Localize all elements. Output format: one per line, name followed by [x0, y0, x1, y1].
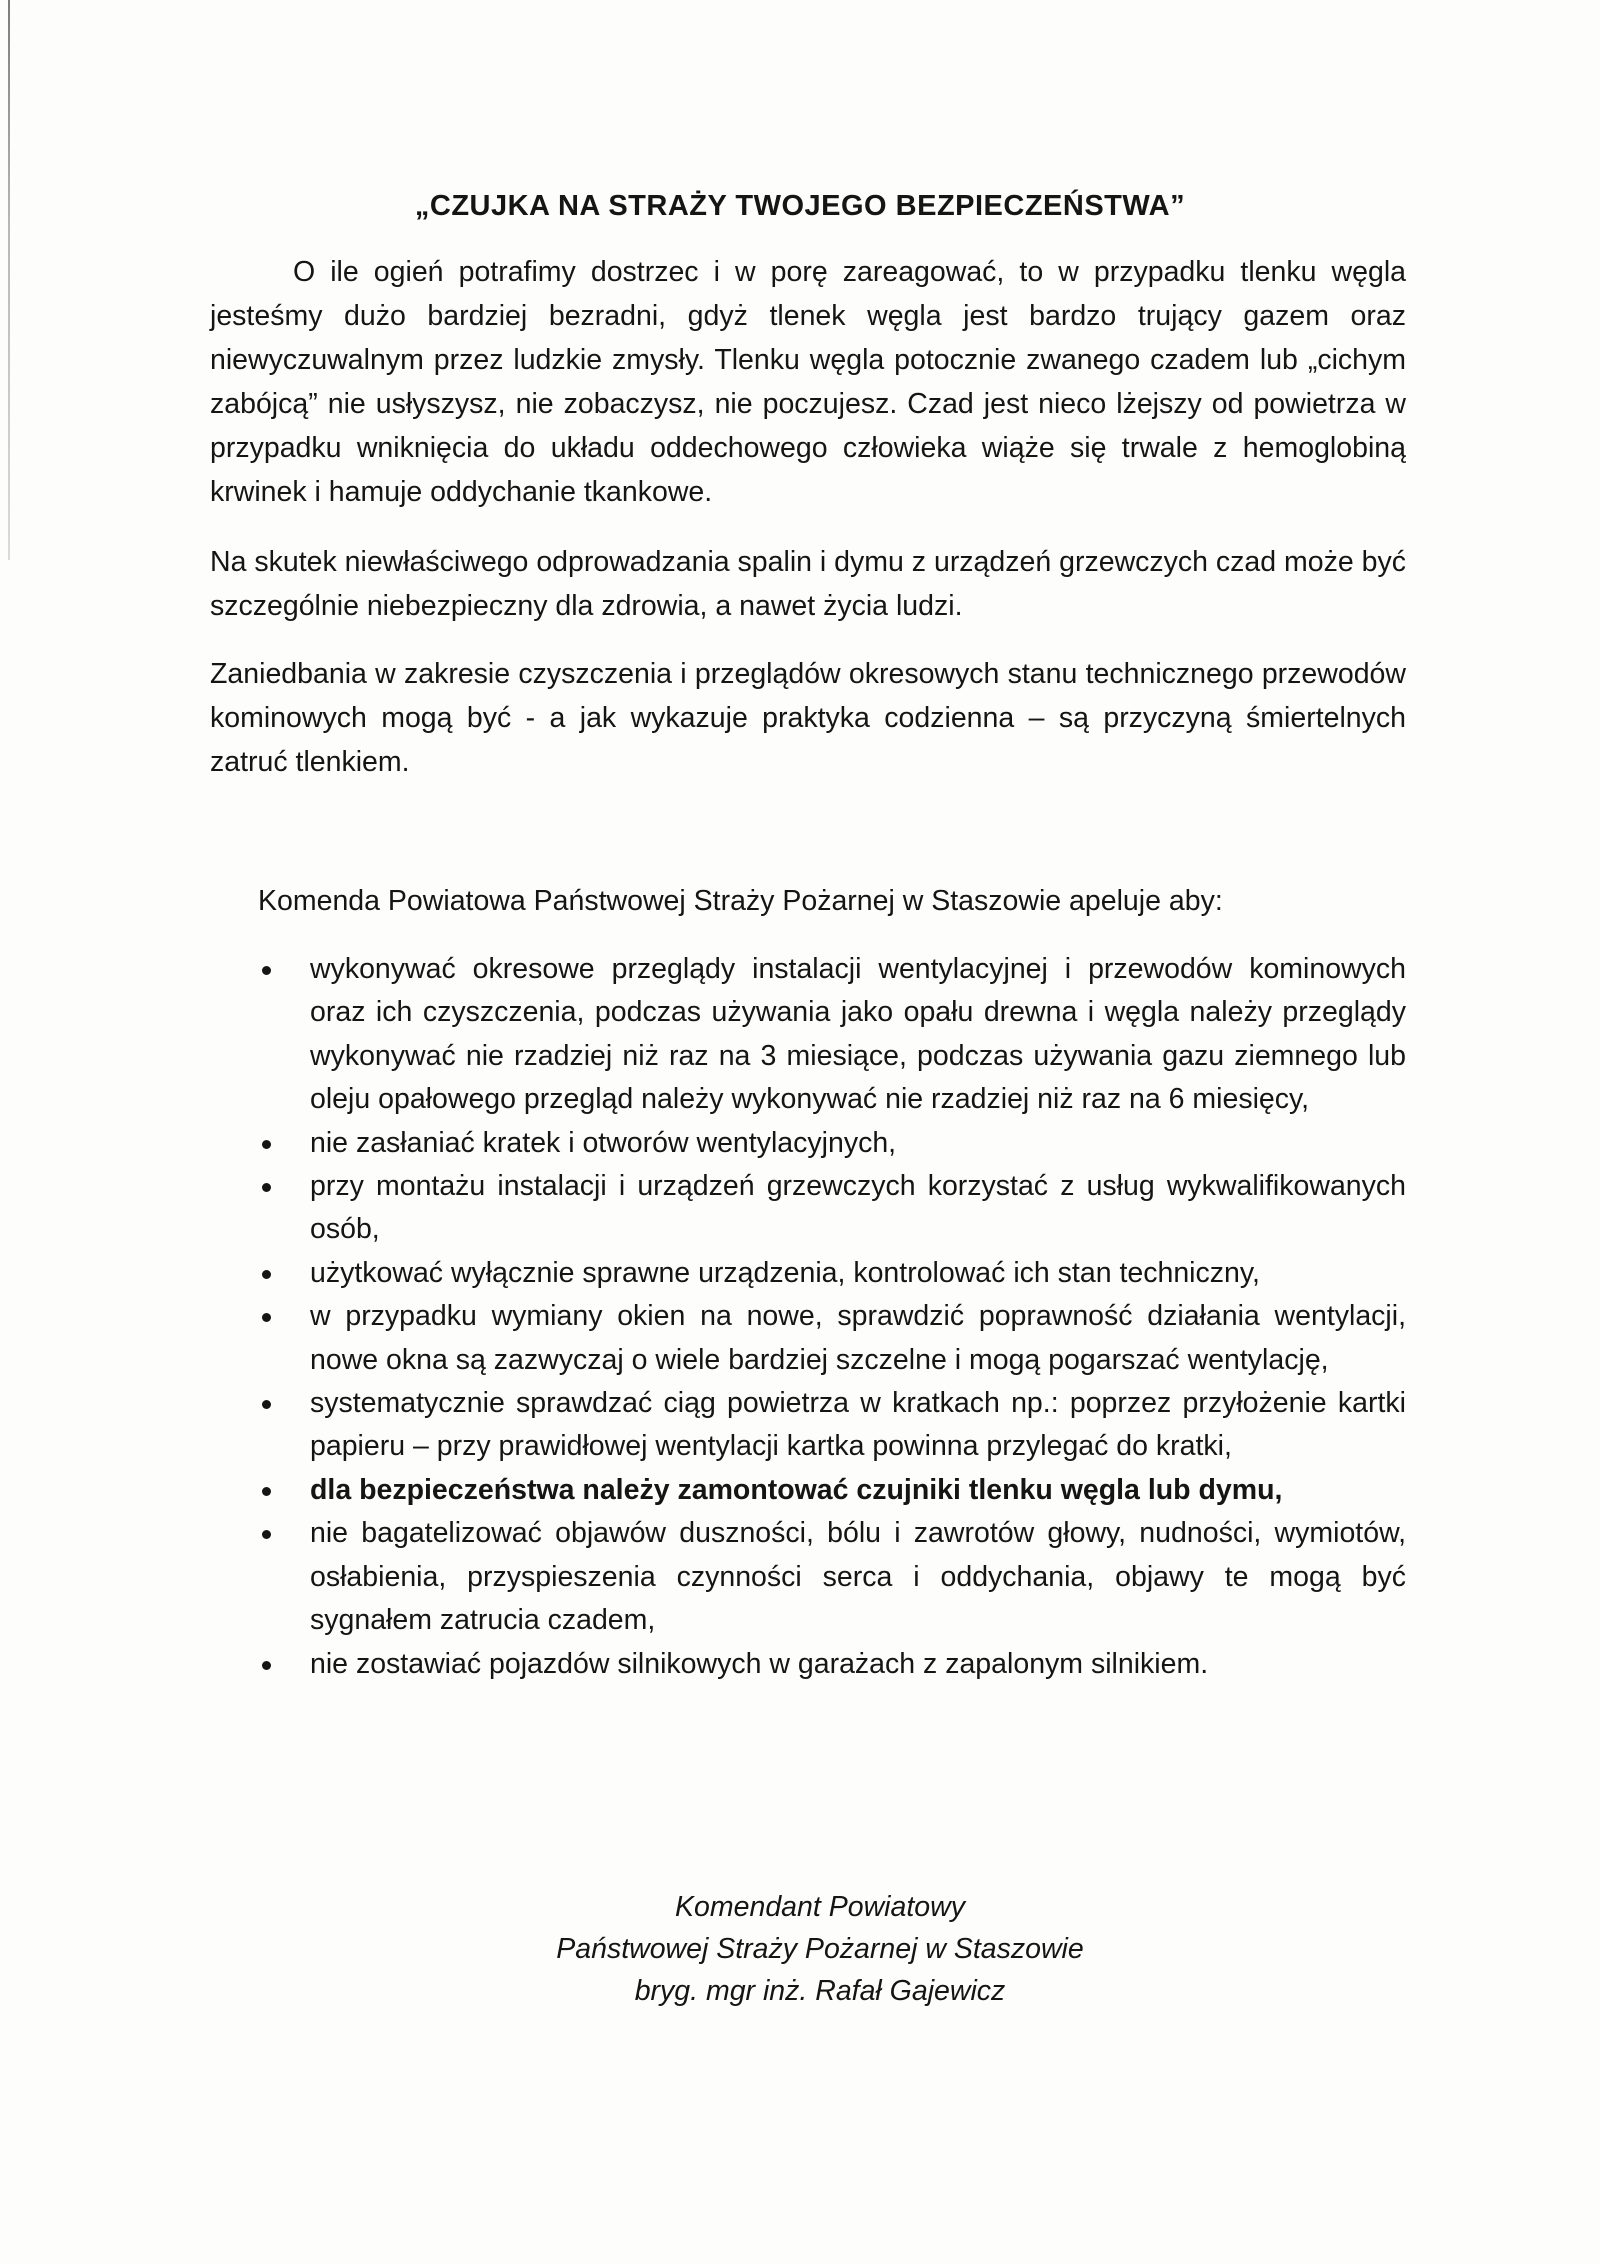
paragraph-exhaust: Na skutek niewłaściwego odprowadzania spalin i dymu z urządzeń grzewczych czad może być szczególnie niebezpieczny dla zdrowia, a nawet życia ludzi. [210, 546, 1406, 622]
list-item: wykonywać okresowe przeglądy instalacji wentylacyjnej i przewodów kominowych oraz ich czyszczenia, podczas używania jako opału drewna i węgla należy przeglądy wykonywać nie rzadziej niż raz na 3 miesiące, podczas używania gazu ziemnego lub oleju opałowego przegląd należy wykonywać nie rzadziej niż raz na 6 miesięcy, [258, 948, 1406, 1122]
scan-edge-artifact [8, 0, 10, 560]
list-item-emphasized: dla bezpieczeństwa należy zamontować czujniki tlenku węgla lub dymu, [258, 1469, 1406, 1512]
recommendations-list [258, 948, 1406, 1686]
list-item: w przypadku wymiany okien na nowe, sprawdzić poprawność działania wentylacji, nowe okna są zazwyczaj o wiele bardziej szczelne i mogą pogarszać wentylację, [258, 1295, 1406, 1382]
signature-line-name: bryg. mgr inż. Rafał Gajewicz [634, 1975, 1006, 2007]
bullet-icon [262, 1400, 271, 1409]
signature-block [0, 1886, 1600, 2012]
appeal-heading: Komenda Powiatowa Państwowej Straży Pożarnej w Staszowie apeluje aby: [258, 885, 1223, 917]
paragraph-neglect: Zaniedbania w zakresie czyszczenia i przeglądów okresowych stanu technicznego przewodów kominowych mogą być - a jak wykazuje praktyka codzienna – są przyczyną śmiertelnych zatruć tlenkiem. [210, 658, 1406, 778]
list-item: przy montażu instalacji i urządzeń grzewczych korzystać z usług wykwalifikowanych osób, [258, 1165, 1406, 1252]
list-item: nie bagatelizować objawów duszności, bólu i zawrotów głowy, nudności, wymiotów, osłabienia, przyspieszenia czynności serca i oddychania, objawy te mogą być sygnałem zatrucia czadem, [258, 1512, 1406, 1642]
bullet-icon [262, 1313, 271, 1322]
signature-line-title: Komendant Powiatowy [675, 1891, 965, 1923]
bullet-icon [262, 1140, 271, 1149]
bullet-icon [262, 1183, 271, 1192]
signature-line-organization: Państwowej Straży Pożarnej w Staszowie [556, 1933, 1084, 1965]
list-item: systematycznie sprawdzać ciąg powietrza w kratkach np.: poprzez przyłożenie kartki papieru – przy prawidłowej wentylacji kartka powinna przylegać do kratki, [258, 1382, 1406, 1469]
bullet-icon [262, 966, 271, 975]
bullet-icon [262, 1530, 271, 1539]
document-title: „CZUJKA NA STRAŻY TWOJEGO BEZPIECZEŃSTWA” [414, 190, 1186, 222]
list-item: nie zostawiać pojazdów silnikowych w garażach z zapalonym silnikiem. [258, 1643, 1406, 1686]
bullet-icon [262, 1487, 271, 1496]
paragraph-intro: O ile ogień potrafimy dostrzec i w porę zareagować, to w przypadku tlenku węgla jesteśmy dużo bardziej bezradni, gdyż tlenek węgla jest bardzo trujący gazem oraz niewyczuwalnym przez ludzkie zmysły. Tlenku węgla potocznie zwanego czadem lub „cichym zabójcą” nie usłyszysz, nie zobaczysz, nie poczujesz. Czad jest nieco lżejszy od powietrza w przypadku wniknięcia do układu oddechowego człowieka wiąże się trwale z hemoglobiną krwinek i hamuje oddychanie tkankowe. [210, 256, 1406, 508]
list-item: użytkować wyłącznie sprawne urządzenia, kontrolować ich stan techniczny, [258, 1252, 1406, 1295]
list-item: nie zasłaniać kratek i otworów wentylacyjnych, [258, 1122, 1406, 1165]
bullet-icon [262, 1661, 271, 1670]
bullet-icon [262, 1270, 271, 1279]
